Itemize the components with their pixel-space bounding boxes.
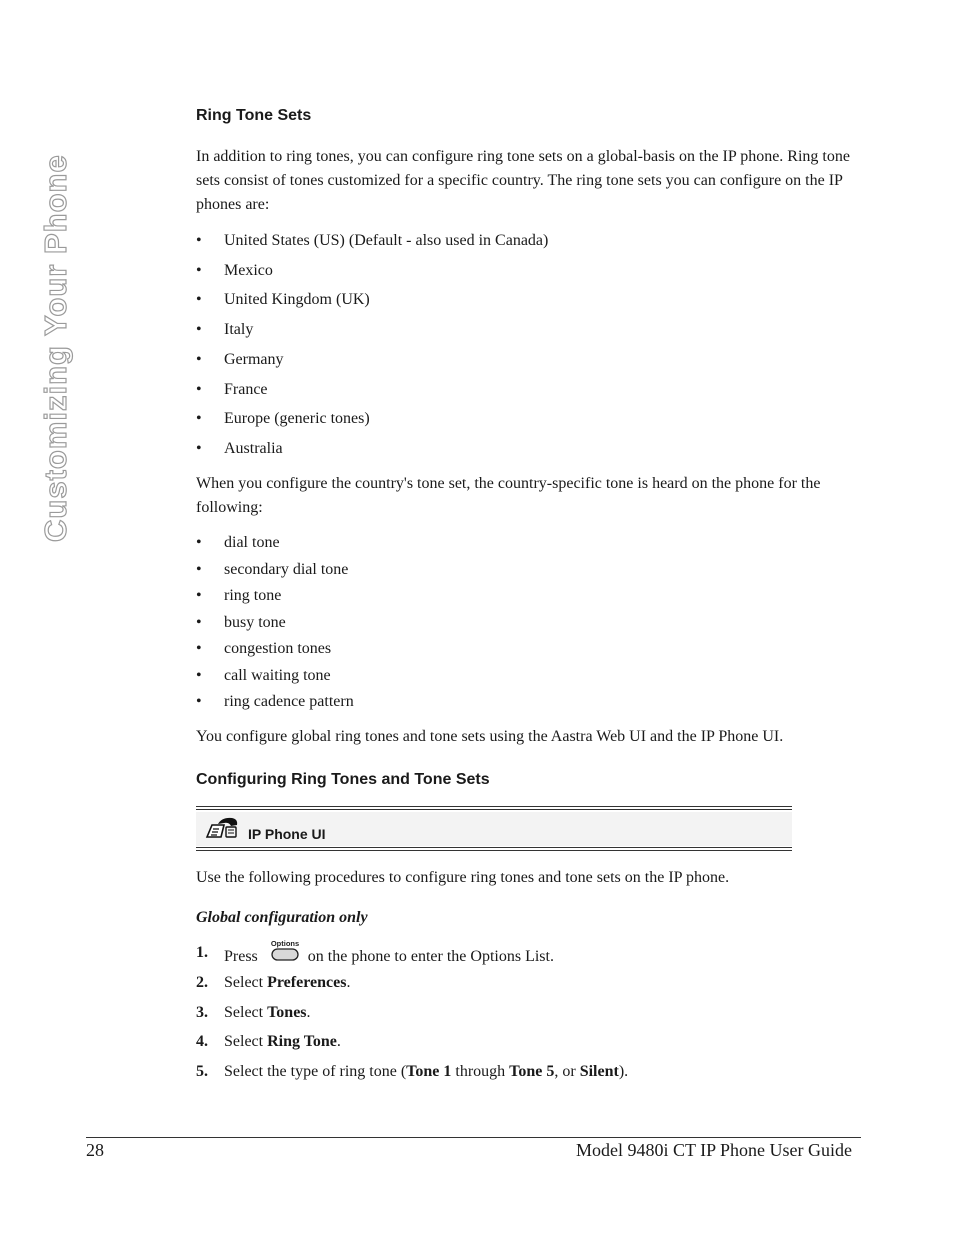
list-item: • Australia xyxy=(196,434,548,464)
list-item: • ring cadence pattern xyxy=(196,689,354,716)
step-item: 1. Press Options on the phone to enter the Options List. xyxy=(196,942,628,972)
configure-summary: You configure global ring tones and tone sets using the Aastra Web UI and the IP Phone UI. xyxy=(196,728,784,745)
ring-tone-sets-heading: Ring Tone Sets xyxy=(196,107,312,124)
guide-title: Model 9480i CT IP Phone User Guide xyxy=(576,1140,852,1160)
options-key-icon xyxy=(270,939,300,970)
options-key-label: Options xyxy=(270,939,299,948)
list-item: • France xyxy=(196,375,548,405)
list-item: • call waiting tone xyxy=(196,663,354,690)
list-item: • ring tone xyxy=(196,583,354,610)
list-item: • United Kingdom (UK) xyxy=(196,285,548,315)
procedures-intro: Use the following procedures to configure ring tones and tone sets on the IP phone. xyxy=(196,869,730,886)
global-config-subheading: Global configuration only xyxy=(196,909,368,926)
list-item: • dial tone xyxy=(196,530,354,557)
configuring-heading: Configuring Ring Tones and Tone Sets xyxy=(196,771,490,788)
tone-set-intro: When you configure the country's tone set, the country-specific tone is heard on the phone for the following: xyxy=(196,475,821,516)
country-list xyxy=(196,226,548,464)
tone-list xyxy=(196,530,354,716)
page-number: 28 xyxy=(86,1140,104,1160)
side-section-title: Customizing Your Phone xyxy=(38,154,73,542)
list-item: • congestion tones xyxy=(196,636,354,663)
phone-icon xyxy=(204,816,240,847)
list-item: • Italy xyxy=(196,315,548,345)
step-item: 5. Select the type of ring tone (Tone 1 through Tone 5, or Silent). xyxy=(196,1063,629,1081)
list-item: • Mexico xyxy=(196,256,548,286)
list-item: • busy tone xyxy=(196,610,354,637)
ring-tone-sets-intro: In addition to ring tones, you can configure ring tone sets on a global-basis on the IP phone. Ring tone sets consist of tones customized for a specific country. The ring tone sets you can configure on the IP phones are: xyxy=(196,148,850,213)
list-item: • Europe (generic tones) xyxy=(196,404,548,434)
footer-divider xyxy=(86,1137,861,1138)
step-item: 2. Select Preferences. xyxy=(196,973,351,991)
ip-phone-ui-banner xyxy=(196,806,792,852)
procedure-steps xyxy=(196,939,629,1091)
banner-label: IP Phone UI xyxy=(248,826,326,842)
step-item: 3. Select Tones. xyxy=(196,1003,311,1021)
step-item: 4. Select Ring Tone. xyxy=(196,1033,341,1051)
list-item: • Germany xyxy=(196,345,548,375)
list-item: • secondary dial tone xyxy=(196,557,354,584)
list-item: • United States (US) (Default - also used in Canada) xyxy=(196,226,548,256)
